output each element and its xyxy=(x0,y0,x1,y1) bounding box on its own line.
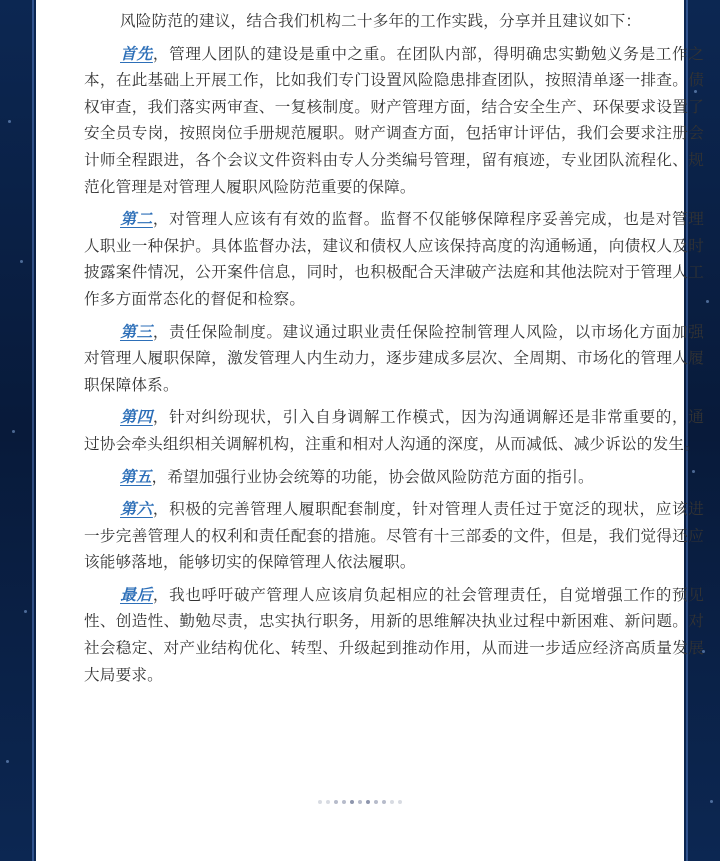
pager-dot[interactable] xyxy=(390,800,394,804)
pager-dot[interactable] xyxy=(358,800,362,804)
point-6-text: ，积极的完善管理人履职配套制度，针对管理人责任过于宽泛的现状，应该进一步完善管理人的权利和责任配套的措施。尽管有十三部委的文件，但是，我们觉得还应该能够落地，能够切实的保障管理人依法履职。 xyxy=(84,500,704,572)
carousel-pager[interactable] xyxy=(36,800,684,804)
point-1-paragraph xyxy=(84,41,704,201)
pager-dot[interactable] xyxy=(342,800,346,804)
left-decorative-border xyxy=(0,0,36,861)
point-3-lead: 第三 xyxy=(120,322,153,341)
point-6-paragraph xyxy=(84,496,704,576)
point-5-paragraph xyxy=(84,464,704,491)
point-7-text: ，我也呼吁破产管理人应该肩负起相应的社会管理责任，自觉增强工作的预见性、创造性、勤勉尽责，忠实执行职务，用新的思维解决执业过程中新困难、新问题。对社会稳定、对产业结构优化、转型、升级起到推动作用，从而进一步适应经济高质量发展大局要求。 xyxy=(84,585,704,684)
frame-decoration-dot xyxy=(20,260,23,263)
frame-decoration-dot xyxy=(12,430,15,433)
pager-dot[interactable] xyxy=(374,800,378,804)
point-6-lead: 第六 xyxy=(120,500,153,519)
pager-dot[interactable] xyxy=(350,800,354,804)
point-2-lead: 第二 xyxy=(120,210,153,229)
frame-decoration-dot xyxy=(6,760,9,763)
point-4-paragraph xyxy=(84,404,704,457)
pager-dot[interactable] xyxy=(398,800,402,804)
point-2-paragraph xyxy=(84,206,704,312)
frame-decoration-dot xyxy=(24,610,27,613)
pager-dot[interactable] xyxy=(318,800,322,804)
point-4-lead: 第四 xyxy=(120,408,153,427)
article-paper xyxy=(36,0,704,861)
point-1-text: ，管理人团队的建设是重中之重。在团队内部，得明确忠实勤勉义务是工作之本，在此基础上开展工作，比如我们专门设置风险隐患排查团队，按照清单逐一排查。债权审查，我们落实两审查、一复核制度。财产管理方面，结合安全生产、环保要求设置了安全员专岗，按照岗位手册规范履职。财产调查方面，包括审计评估，我们会要求注册会计师全程跟进，各个会议文件资料由专人分类编号管理，留有痕迹，专业团队流程化、规范化管理是对管理人履职风险防范重要的保障。 xyxy=(84,44,704,196)
pager-dot[interactable] xyxy=(382,800,386,804)
point-1-lead: 首先 xyxy=(120,44,153,63)
point-4-text: ，针对纠纷现状，引入自身调解工作模式，因为沟通调解还是非常重要的，通过协会牵头组织相关调解机构，注重和相对人沟通的深度，从而减低、减少诉讼的发生。 xyxy=(84,408,704,453)
frame-decoration-dot xyxy=(8,120,11,123)
frame-decoration-dot xyxy=(706,300,709,303)
point-7-lead: 最后 xyxy=(120,585,153,604)
article-body xyxy=(84,8,704,694)
pager-dot[interactable] xyxy=(334,800,338,804)
point-5-lead: 第五 xyxy=(120,467,152,486)
point-2-text: ，对管理人应该有有效的监督。监督不仅能够保障程序妥善完成，也是对管理人职业一种保护。具体监督办法，建议和债权人应该保持高度的沟通畅通，向债权人及时披露案件情况，公开案件信息，同时，也积极配合天津破产法庭和其他法院对于管理人工作多方面常态化的督促和检察。 xyxy=(84,210,704,308)
point-3-text: ，责任保险制度。建议通过职业责任保险控制管理人风险，以市场化方面加强对管理人履职保障，激发管理人内生动力，逐步建成多层次、全周期、市场化的管理人履职保障体系。 xyxy=(84,322,704,394)
point-5-text: ，希望加强行业协会统筹的功能，协会做风险防范方面的指引。 xyxy=(151,467,594,486)
point-3-paragraph xyxy=(84,319,704,399)
pager-dot[interactable] xyxy=(326,800,330,804)
point-7-paragraph xyxy=(84,582,704,688)
frame-decoration-dot xyxy=(710,800,713,803)
intro-paragraph xyxy=(84,8,704,35)
intro-text: 风险防范的建议，结合我们机构二十多年的工作实践，分享并且建议如下： xyxy=(120,12,642,30)
pager-dot[interactable] xyxy=(366,800,370,804)
